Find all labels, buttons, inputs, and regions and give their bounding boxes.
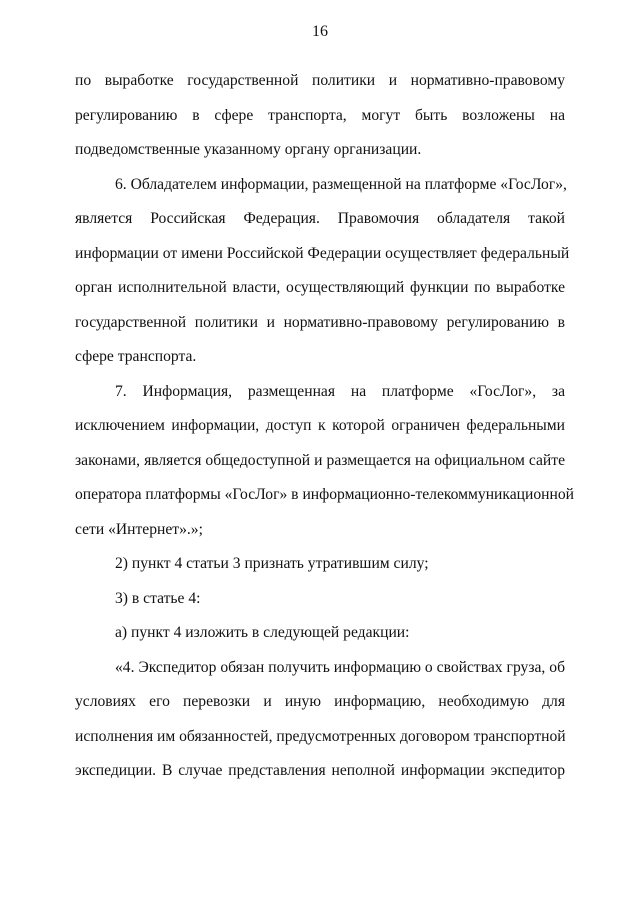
- text-line: экспедиции. В случае представления неполной информации экспедитор: [75, 762, 565, 779]
- text-line: исключением информации, доступ к которой ограничен федеральными: [75, 417, 565, 434]
- text-line: оператора платформы «ГосЛог» в информационно-телекоммуникационной: [75, 486, 574, 503]
- text-line: 6. Обладателем информации, размещенной на платформе «ГосЛог»,: [115, 175, 567, 193]
- text-line: является Российская Федерация. Правомочия обладателя такой: [75, 210, 565, 227]
- text-line: подведомственные указанному органу организации.: [75, 141, 422, 158]
- text-line: 7. Информация, размещенная на платформе «ГосЛог», за: [115, 382, 565, 400]
- text-line: информации от имени Российской Федерации осуществляет федеральный: [75, 244, 570, 262]
- text-line: 3) в статье 4:: [115, 589, 201, 607]
- text-line: исполнения им обязанностей, предусмотренных договором транспортной: [75, 727, 566, 745]
- text-line: «4. Экспедитор обязан получить информацию о свойствах груза, об: [115, 658, 565, 676]
- page-number: 16: [312, 23, 328, 40]
- text-line: регулированию в сфере транспорта, могут быть возложены на: [75, 106, 565, 124]
- text-line: условиях его перевозки и иную информацию, необходимую для: [75, 693, 565, 710]
- text-line: орган исполнительной власти, осуществляющий функции по выработке: [75, 279, 565, 296]
- text-line: по выработке государственной политики и нормативно-правовому: [75, 72, 565, 89]
- text-line: 2) пункт 4 статьи 3 признать утратившим силу;: [115, 555, 429, 572]
- text-line: государственной политики и нормативно-правовому регулированию в: [75, 313, 565, 331]
- text-line: а) пункт 4 изложить в следующей редакции:: [115, 624, 410, 641]
- text-line: законами, является общедоступной и размещается на официальном сайте: [75, 451, 565, 469]
- text-line: сфере транспорта.: [75, 348, 197, 365]
- text-line: сети «Интернет».»;: [75, 520, 203, 538]
- document-body: [75, 64, 574, 789]
